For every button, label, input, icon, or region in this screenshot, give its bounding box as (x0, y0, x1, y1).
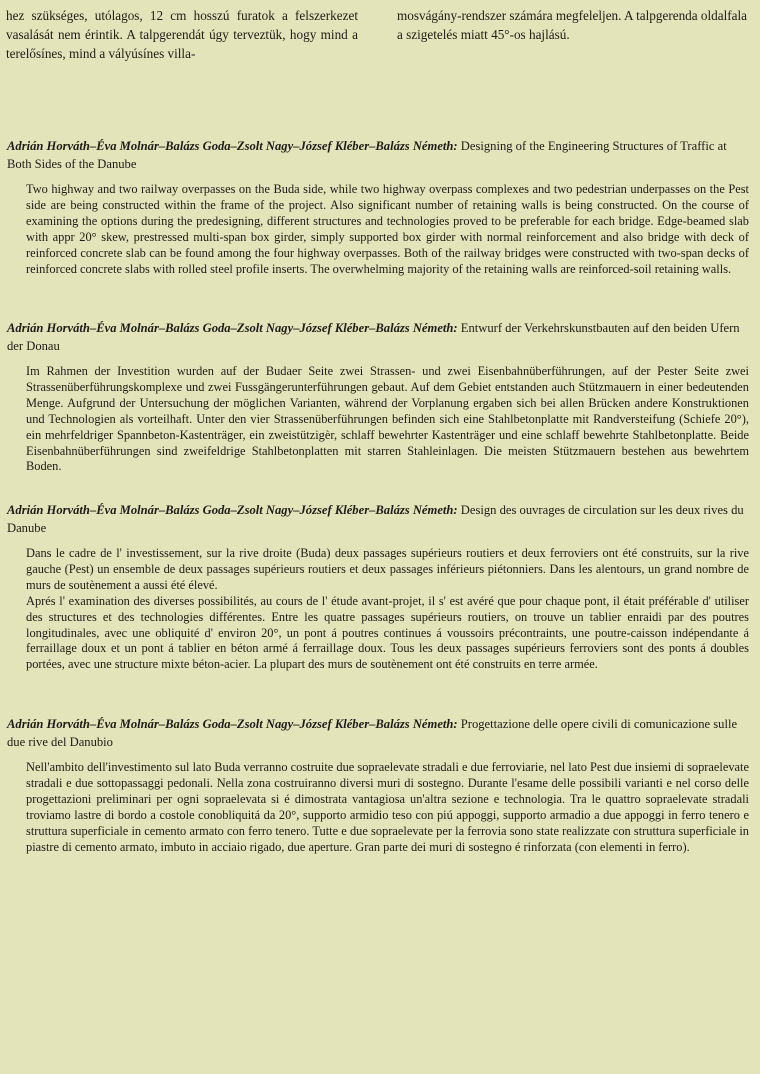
summary-heading (7, 138, 749, 173)
top-right-column (397, 6, 753, 44)
summary-body (7, 751, 749, 855)
summary-authors: Adrián Horváth–Éva Molnár–Balázs Goda–Zsolt Nagy–József Kléber–Balázs Németh: (7, 139, 458, 153)
summary-paragraph: Dans le cadre de l' investissement, sur la rive droite (Buda) deux passages supérieurs routiers et deux ferroviers ont été construits, sur la rive gauche (Pest) un ensemble de deux passages supérieurs routiers et deux passages inférieurs piétonniers. Dans les alentours, un grand nombre de murs de soutènement a aussi été élevé. (26, 546, 749, 592)
summary-paragraph: Im Rahmen der Investition wurden auf der Budaer Seite zwei Strassen- und zwei Eisenbahnüberführungen, auf der Pester Seite zwei Strassenüberführungskomplexe und zwei Fussgängerunterführungen gebaut. Auf dem Gebiet entstanden auch Stützmauern in einer bedeutenden Menge. Aufgrund der Untersuchung der möglichen Varianten, während der Vorplanung ergaben sich bei allen Brücken andere Konstruktionen und Technologien als vorteilhaft. Unter den vier Strassenüberführungen befinden sich eine Stahlbetonplatte mit Randversteifung (Schiefe 20°), ein mehrfeldriger Spannbeton-Kastenträger, ein zweistützigèr, schlaff bewehrter Kastenträger und eine schlaff bewehrte Stahlbetonplatte. Beide Eisenbahnüberführungen sind zweifeldrige Stahlbetonplatten mit starren Stahleinlagen. Die meisten Stützmauern bestehen aus bewehrtem Boden. (26, 364, 749, 474)
summary-body (7, 355, 749, 475)
summary-body (7, 173, 749, 277)
summary-heading (7, 716, 749, 751)
summary-italian (7, 716, 749, 855)
summary-paragraph: Nell'ambito dell'investimento sul lato Buda verranno costruite due sopraelevate stradali e due ferroviarie, nel lato Pest due insiemi di sopraelevate stradali e due sottopassaggi pedonali. Nella zona costruiranno diversi muri di sostegno. Durante l'esame delle possibili varianti e nel corso delle progettazioni preliminari per ogni sopraelevata si é dimostrata vantagiosa un'altra sezione e technologia. Tra le quattro sopraelevate stradali troviamo lastre di bordo a costole conobliquitá da 20°, supporto armidio teso con piú appoggi, supporto armadio a due appoggi in ferro tenero e struttura superficiale in cemento armato con ferro tenero. Tutte e due sopraelevate per la ferrovia sono state realizzate con struttura superficiale in piastre di cemento armato, imbuto in acciaio rigado, due aperture. Gran parte dei muri di sostegno é rinforzata (con elementi in ferro). (26, 760, 749, 854)
summary-paragraph: Two highway and two railway overpasses on the Buda side, while two highway overpass complexes and two pedestrian underpasses on the Pest side are being constructed within the frame of the project. Also significant number of retaining walls is being constructed. On the course of examining the options during the predesigning, different structures and technologies proved to be preferable for each bridge. Edge-beamed slab with appr 20° skew, prestressed multi-span box girder, simply supported box girder with normal reinforcement and also bridge with deck of reinforced concrete slab can be found among the four highway overpasses. Both of the railway bridges were constructed with two-span decks of reinforced concrete slabs with rolled steel profile inserts. The overwhelming majority of the retaining walls are reinforced-soil retaining walls. (26, 182, 749, 276)
summary-body (7, 537, 749, 673)
summary-title: Progettazione delle opere civili di comunicazione sulle due rive del Danubio (7, 717, 738, 749)
top-left-column (6, 6, 358, 63)
top-right-paragraph: mosvágány-rendszer számára megfeleljen. A talpgerenda oldalfala a szigetelés miatt 45°-os hajlású. (397, 8, 748, 42)
summary-title: Entwurf der Verkehrskunstbauten auf den beiden Ufern der Donau (7, 321, 740, 353)
summary-paragraph: Aprés l' examination des diverses possibilités, au cours de l' étude avant-projet, il s' est avéré que pour chaque pont, il était préférable d' utiliser des structures et des technologies différentes. Entre les quatre passages supérieurs routiers, on trouve un tablier enraidi par des poutres longitudinales, avec une obliquité d' environ 20°, un pont á poutres continues á voussoirs précontraints, une poutre-caisson indépendante á ferraillage doux et un pont á tablier en béton armé á ferraillage doux. Tous les deux passages supérieurs ferroviers sont des ponts á doubles portées, avec une structure mixte béton-acier. La plupart des murs de soutènement ont été construits en terre armée. (26, 593, 749, 672)
summary-title: Design des ouvrages de circulation sur les deux rives du Danube (7, 503, 744, 535)
summary-authors: Adrián Horváth–Éva Molnár–Balázs Goda–Zsolt Nagy–József Kléber–Balázs Németh: (7, 717, 458, 731)
summary-english (7, 138, 749, 277)
summary-german (7, 320, 749, 475)
summary-authors: Adrián Horváth–Éva Molnár–Balázs Goda–Zsolt Nagy–József Kléber–Balázs Németh: (7, 321, 458, 335)
top-left-paragraph: hez szükséges, utólagos, 12 cm hosszú furatok a felszerkezet vasalását nem érintik. A talpgerendát úgy terveztük, hogy mind a terelősínes, mind a vályúsínes villa- (6, 8, 358, 61)
summary-french (7, 502, 749, 673)
summary-authors: Adrián Horváth–Éva Molnár–Balázs Goda–Zsolt Nagy–József Kléber–Balázs Németh: (7, 503, 458, 517)
summary-title: Designing of the Engineering Structures of Traffic at Both Sides of the Danube (7, 139, 727, 171)
summary-heading (7, 320, 749, 355)
summary-heading (7, 502, 749, 537)
